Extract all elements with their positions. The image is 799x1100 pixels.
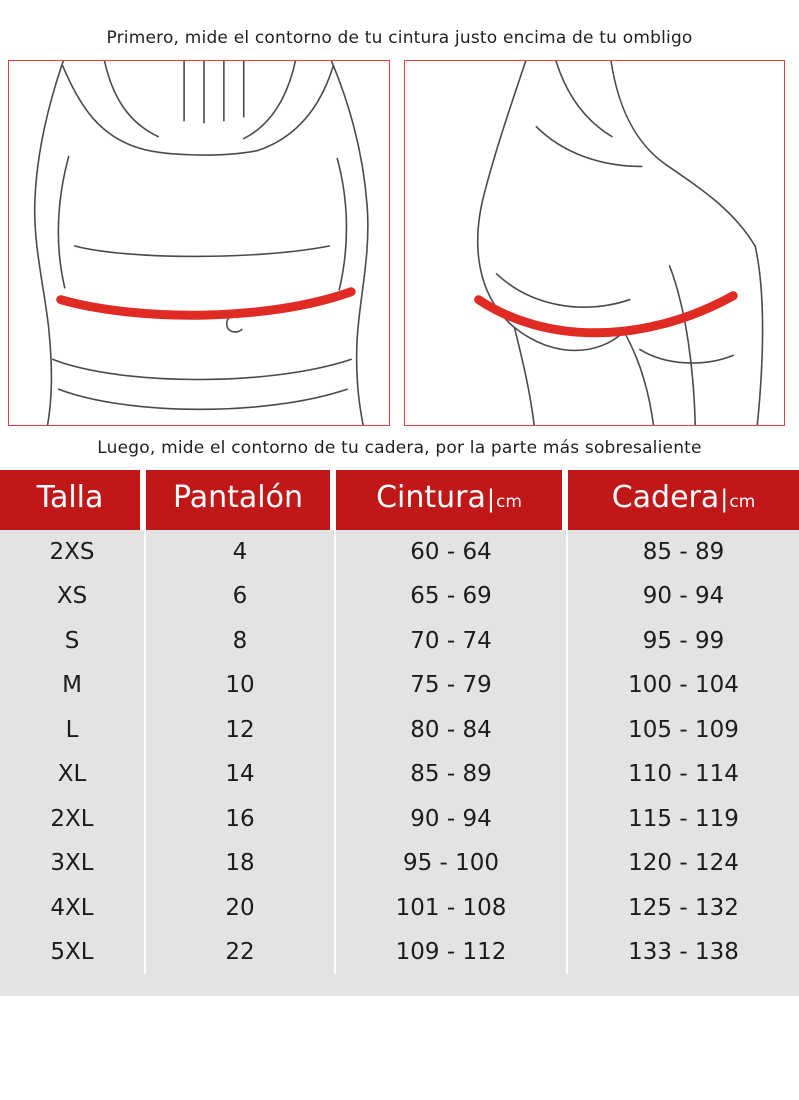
header-cadera-separator: |	[720, 485, 729, 513]
cell-cadera: 120 - 124	[568, 841, 799, 885]
cell-pantalon: 18	[146, 841, 336, 885]
cell-cintura: 101 - 108	[336, 886, 568, 930]
cell-cadera: 125 - 132	[568, 886, 799, 930]
cell-talla: S	[0, 619, 146, 663]
cell-cintura: 65 - 69	[336, 574, 568, 618]
cell-pantalon: 14	[146, 752, 336, 796]
table-row	[0, 663, 799, 707]
cell-cadera: 95 - 99	[568, 619, 799, 663]
header-cadera-label: Cadera	[611, 480, 720, 515]
cell-talla: 2XS	[0, 530, 146, 574]
cell-cintura: 95 - 100	[336, 841, 568, 885]
size-table-wrapper	[0, 470, 799, 996]
waist-figure-svg	[9, 61, 389, 425]
instruction-hip: Luego, mide el contorno de tu cadera, por la parte más sobresaliente	[97, 438, 702, 458]
cell-pantalon: 12	[146, 708, 336, 752]
table-row	[0, 797, 799, 841]
cell-talla: L	[0, 708, 146, 752]
hip-red-line	[479, 296, 734, 333]
cell-cadera: 85 - 89	[568, 530, 799, 574]
cell-talla: XS	[0, 574, 146, 618]
cell-pantalon: 4	[146, 530, 336, 574]
cell-talla: 4XL	[0, 886, 146, 930]
cell-pantalon: 10	[146, 663, 336, 707]
instruction-waist: Primero, mide el contorno de tu cintura justo encima de tu ombligo	[106, 28, 693, 48]
header-pantalon-label: Pantalón	[173, 480, 303, 515]
header-talla	[0, 470, 146, 530]
header-cadera	[568, 470, 799, 530]
cell-talla: M	[0, 663, 146, 707]
table-row	[0, 619, 799, 663]
cell-cintura: 80 - 84	[336, 708, 568, 752]
header-talla-label: Talla	[36, 480, 104, 515]
table-row	[0, 708, 799, 752]
illustration-row	[0, 60, 799, 426]
header-cintura-unit: cm	[495, 492, 522, 512]
size-table-body	[0, 530, 799, 974]
cell-talla: 2XL	[0, 797, 146, 841]
header-cintura-separator: |	[486, 485, 495, 513]
cell-cadera: 105 - 109	[568, 708, 799, 752]
hip-measure-illustration	[404, 60, 785, 426]
size-table-head	[0, 470, 799, 530]
table-row	[0, 530, 799, 574]
cell-pantalon: 20	[146, 886, 336, 930]
cell-cintura: 85 - 89	[336, 752, 568, 796]
table-bottom-fill	[0, 974, 799, 996]
header-cintura	[336, 470, 568, 530]
cell-pantalon: 16	[146, 797, 336, 841]
hip-figure-svg	[405, 61, 784, 425]
table-row	[0, 841, 799, 885]
cell-cadera: 110 - 114	[568, 752, 799, 796]
cell-pantalon: 22	[146, 930, 336, 974]
cell-cintura: 90 - 94	[336, 797, 568, 841]
cell-cintura: 109 - 112	[336, 930, 568, 974]
table-row	[0, 930, 799, 974]
header-cadera-unit: cm	[729, 492, 756, 512]
table-row	[0, 752, 799, 796]
cell-cintura: 70 - 74	[336, 619, 568, 663]
waist-red-line	[61, 292, 351, 315]
cell-pantalon: 8	[146, 619, 336, 663]
table-row	[0, 886, 799, 930]
cell-cadera: 100 - 104	[568, 663, 799, 707]
header-cintura-label: Cintura	[376, 480, 486, 515]
cell-talla: 3XL	[0, 841, 146, 885]
cell-talla: XL	[0, 752, 146, 796]
size-table	[0, 470, 799, 974]
cell-cintura: 75 - 79	[336, 663, 568, 707]
cell-cadera: 115 - 119	[568, 797, 799, 841]
header-pantalon	[146, 470, 336, 530]
cell-pantalon: 6	[146, 574, 336, 618]
waist-measure-illustration	[8, 60, 390, 426]
cell-cadera: 133 - 138	[568, 930, 799, 974]
cell-cintura: 60 - 64	[336, 530, 568, 574]
cell-cadera: 90 - 94	[568, 574, 799, 618]
table-row	[0, 574, 799, 618]
cell-talla: 5XL	[0, 930, 146, 974]
table-header-row	[0, 470, 799, 530]
